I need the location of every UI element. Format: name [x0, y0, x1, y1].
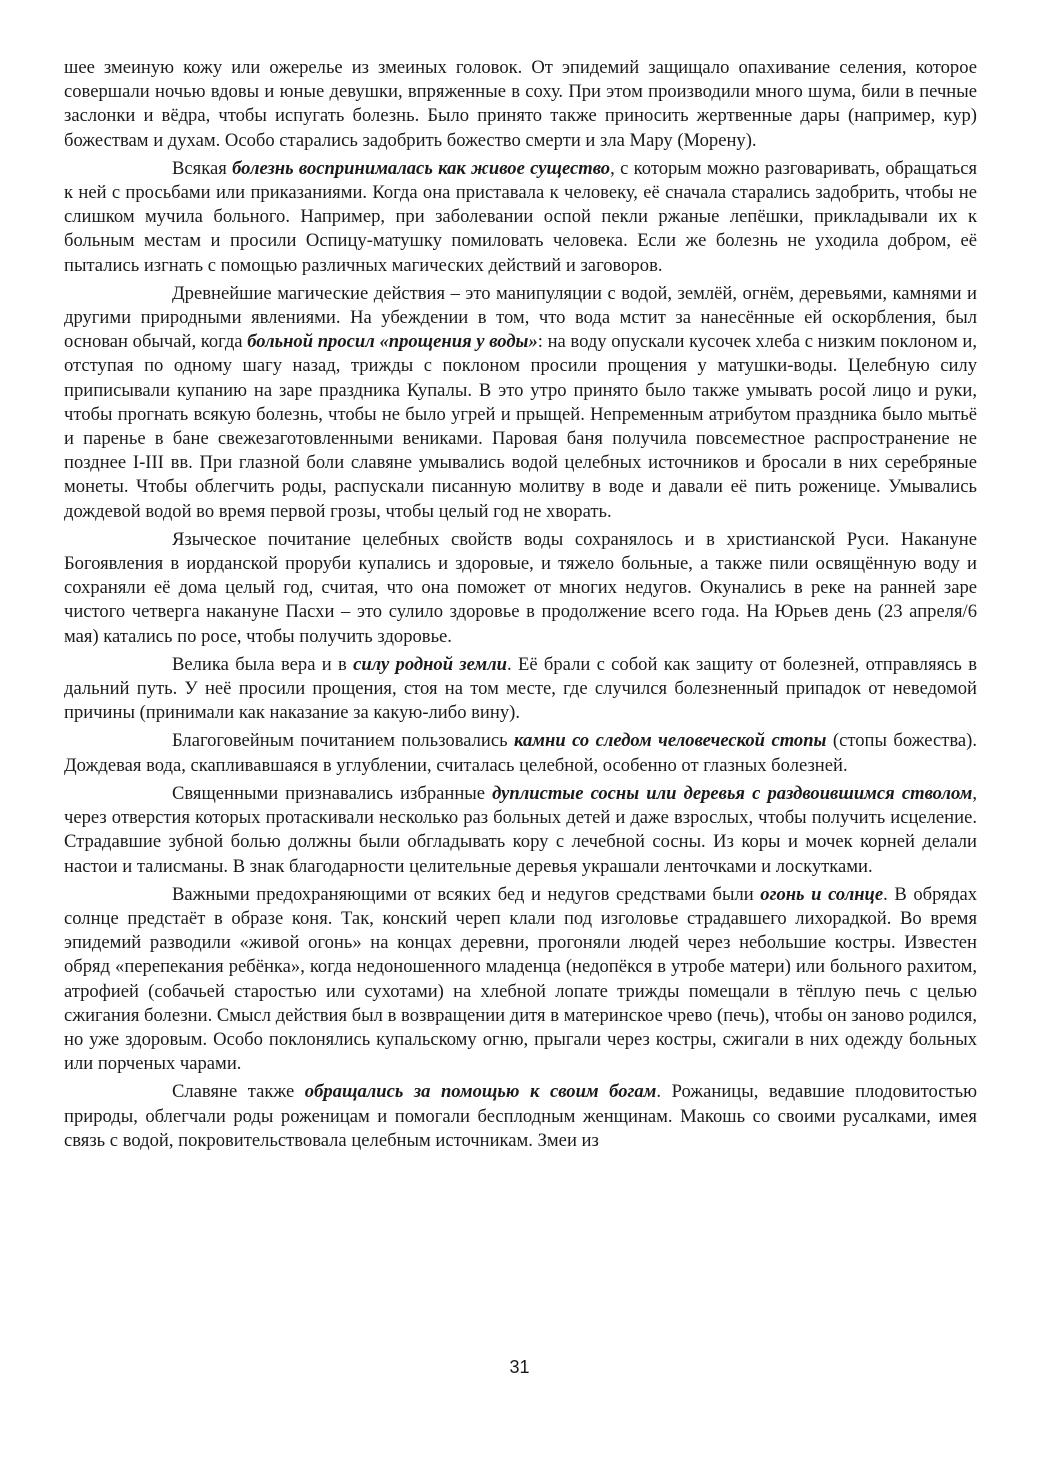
text-run: шее змеиную кожу или ожерелье из змеиных головок. От эпидемий защищало опахивание селения, которое совершали ночью вдовы и юные девушки, впряженные в соху. При этом производили много шума, били в печные заслонки и вёдра, чтобы испугать болезнь. Было принято также приносить жертвенные дары (например, кур) божествам и духам. Особо старались задобрить божество смерти и зла Мару (Морену).	[64, 57, 977, 151]
text-run: Славяне также	[172, 1081, 305, 1103]
text-run: . В обрядах солнце предстаёт в образе коня. Так, конский череп клали под изголовье страдавшего лихорадкой. Во время эпидемий разводили «живой огонь» на концах деревни, прогоняли людей через небольшие костры. Известен обряд «перепекания ребёнка», когда недоношенного младенца (недопёкся в утробе матери) или больного рахитом, атрофией (собачьей старостью или сухотами) на хлебной лопате трижды помещали в тёплую печь с целью сжигания болезни. Смысл действия был в возвращении дитя в материнское чрево (печь), чтобы он заново родился, но уже здоровым. Особо поклонялись купальскому огню, прыгали через костры, сжигали в них одежду больных или порченых чарами.	[64, 883, 977, 1075]
text-run: : на воду опускали кусочек хлеба с низким поклоном и, отступая по одному шагу назад, трижды с поклоном просили прощения у матушки-воды. Целебную силу приписывали купанию на заре праздника Купалы. В это утро принято было также умывать росой лицо и руки, чтобы прогнать всякую болезнь, чтобы не было угрей и прыщей. Непременным атрибутом праздника было мытьё и паренье в бане свежезаготовленными вениками. Паровая баня получила повсеместное распространение не позднее I-III вв. При глазной боли славяне умывались водой целебных источников и бросали в них серебряные монеты. Чтобы облегчить роды, распускали писанную молитву в воде и давали её пить роженице. Умывались дождевой водой во время первой грозы, чтобы целый год не хворать.	[64, 331, 977, 522]
paragraph	[64, 528, 977, 649]
paragraph	[64, 653, 977, 726]
page-number: 31	[509, 1357, 530, 1377]
emphasized-phrase: болезнь воспринималась как живое существо	[232, 157, 611, 179]
paragraph	[64, 729, 977, 777]
paragraph	[64, 157, 977, 278]
text-run: Древнейшие магические действия – это манипуляции с водой, землёй, огнём, деревьями, камнями и другими природными явлениями. На убеждении в том, что вода мстит за нанесённые ей оскорбления, был основан обычай, когда	[64, 282, 977, 353]
paragraph	[64, 1080, 977, 1153]
text-run: Велика была вера и в	[172, 653, 354, 675]
text-run: Важными предохраняющими от всяких бед и недугов средствами были	[172, 883, 761, 905]
text-run: , через отверстия которых протаскивали несколько раз больных детей и даже взрослых, чтобы получить исцеление. Страдавшие зубной болью должны были обгладывать кору с лечебной сосны. Из коры и мочек корней делали настои и талисманы. В знак благодарности целительные деревья украшали ленточками и лоскутками.	[64, 782, 977, 877]
emphasized-phrase: дуплистые сосны или деревья с раздвоившимся стволом	[492, 782, 973, 804]
emphasized-phrase: силу родной земли	[353, 653, 508, 675]
text-run: , с которым можно разговаривать, обращаться к ней с просьбами или приказаниями. Когда она приставала к человеку, её сначала старались задобрить, чтобы не слишком мучила больного. Например, при заболевании оспой пекли ржаные лепёшки, прикладывали их к больным местам и просили Оспицу-матушку помиловать человека. Если же болезнь не уходила добром, её пытались изгнать с помощью различных магических действий и заговоров.	[64, 157, 977, 276]
emphasized-phrase: больной просил «прощения у воды»	[247, 331, 538, 353]
paragraph	[64, 56, 977, 153]
paragraph	[64, 883, 977, 1077]
text-run: Благоговейным почитанием пользовались	[172, 730, 515, 752]
page-body	[64, 56, 977, 1157]
emphasized-phrase: обращались за помощью к своим богам	[304, 1081, 657, 1103]
paragraph	[64, 282, 977, 524]
text-run: Священными признавались избранные	[172, 782, 493, 804]
text-run: Всякая	[172, 157, 233, 179]
text-run: . Рожаницы, ведавшие плодовитостью природы, облегчали роды роженицам и помогали бесплодным женщинам. Макошь со своими русалками, имея связь с водой, покровительствовала целебным источникам. Змеи из	[64, 1081, 978, 1151]
emphasized-phrase: огонь и солнце	[760, 883, 884, 905]
text-run: (стопы божества). Дождевая вода, скапливавшаяся в углублении, считалась целебной, особенно от глазных болезней.	[64, 730, 977, 776]
emphasized-phrase: камни со следом человеческой стопы	[514, 730, 827, 752]
paragraph	[64, 782, 977, 879]
text-run: Языческое почитание целебных свойств воды сохранялось и в христианской Руси. Накануне Богоявления в иорданской проруби купались и здоровые, и тяжело больные, а также пили освящённую воду и сохраняли её дома целый год, считая, что она поможет от многих недугов. Окунались в реке на ранней заре чистого четверга накануне Пасхи – это сулило здоровье в продолжение всего года. На Юрьев день (23 апреля/6 мая) катались по росе, чтобы получить здоровье.	[64, 528, 977, 647]
text-run: . Её брали с собой как защиту от болезней, отправляясь в дальний путь. У неё просили прощения, стоя на том месте, где случился болезненный припадок от неведомой причины (принимали как наказание за какую-либо вину).	[64, 653, 977, 724]
